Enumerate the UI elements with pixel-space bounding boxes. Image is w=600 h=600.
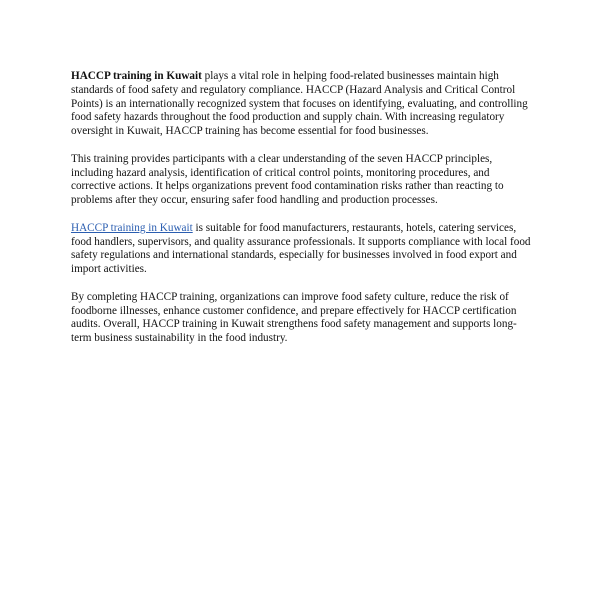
paragraph-intro: [71, 70, 536, 139]
paragraph-principles: [71, 153, 536, 208]
principles-text: This training provides participants with a clear understanding of the seven HACCP principles, including hazard analysis, identification of critical control points, monitoring procedures, and corrective actions. It helps organizations prevent food contamination risks rather than reacting to problems after they occur, ensuring safer food handling and production processes.: [71, 152, 504, 207]
document-body: [71, 70, 536, 360]
audience-text: is suitable for food manufacturers, restaurants, hotels, catering services, food handlers, supervisors, and quality assurance professionals. It supports compliance with local food safety regulations and international standards, especially for businesses involved in food export and import activities.: [71, 221, 531, 276]
paragraph-audience: [71, 222, 536, 277]
intro-text: plays a vital role in helping food-related businesses maintain high standards of food safety and regulatory compliance. HACCP (Hazard Analysis and Critical Control Points) is an internationally recognized system that focuses on identifying, evaluating, and controlling food safety hazards throughout the food production and supply chain. With increasing regulatory oversight in Kuwait, HACCP training has become essential for food businesses.: [71, 70, 528, 138]
haccp-training-link[interactable]: HACCP training in Kuwait: [71, 221, 193, 234]
conclusion-text: By completing HACCP training, organizations can improve food safety culture, reduce the risk of foodborne illnesses, enhance customer confidence, and prepare effectively for HACCP certification audits. Overall, HACCP training in Kuwait strengthens food safety management and supports long-term business sustainability in the food industry.: [71, 290, 517, 345]
intro-lead-bold: HACCP training in Kuwait: [71, 70, 202, 82]
paragraph-conclusion: [71, 291, 536, 346]
